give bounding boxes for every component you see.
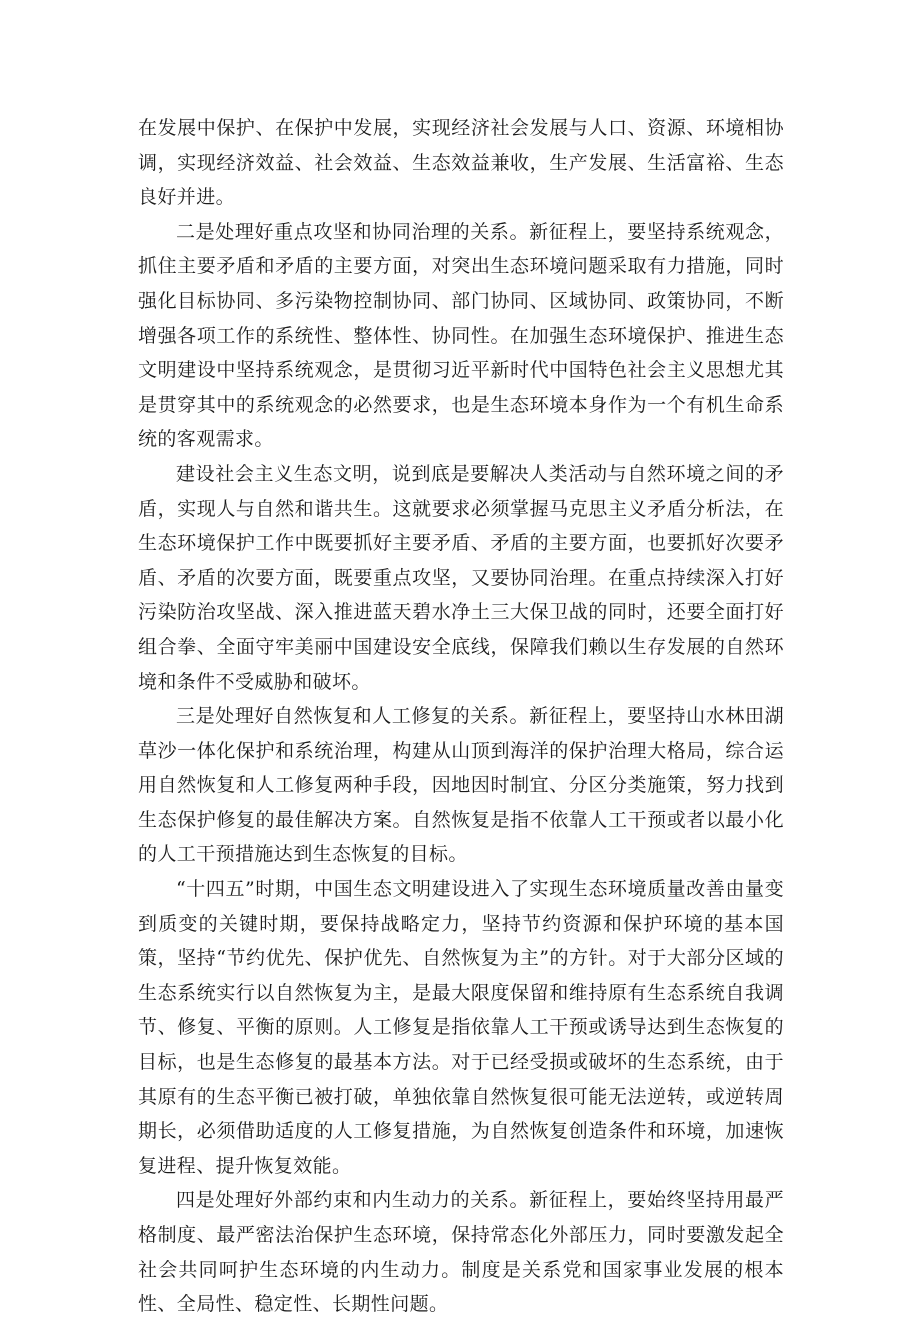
document-body — [138, 111, 784, 1322]
paragraph-point-two: 二是处理好重点攻坚和协同治理的关系。新征程上，要坚持系统观念，抓住主要矛盾和矛盾的主要方面，对突出生态环境问题采取有力措施，同时强化目标协同、多污染物控制协同、部门协同、区域协同、政策协同，不断增强各项工作的系统性、整体性、协同性。在加强生态环境保护、推进生态文明建设中坚持系统观念，是贯彻习近平新时代中国特色社会主义思想尤其是贯穿其中的系统观念的必然要求，也是生态环境本身作为一个有机生命系统的客观需求。 — [138, 220, 784, 451]
paragraph-continuation: 在发展中保护、在保护中发展，实现经济社会发展与人口、资源、环境相协调，实现经济效益、社会效益、生态效益兼收，生产发展、生活富裕、生态良好并进。 — [138, 117, 784, 209]
paragraph-point-three: 三是处理好自然恢复和人工修复的关系。新征程上，要坚持山水林田湖草沙一体化保护和系统治理，构建从山顶到海洋的保护治理大格局，综合运用自然恢复和人工修复两种手段，因地因时制宜、分区分类施策，努力找到生态保护修复的最佳解决方案。自然恢复是指不依靠人工干预或者以最小化的人工干预措施达到生态恢复的目标。 — [138, 705, 784, 866]
paragraph-fourteenth-five-year: “十四五”时期，中国生态文明建设进入了实现生态环境质量改善由量变到质变的关键时期，要保持战略定力，坚持节约资源和保护环境的基本国策，坚持“节约优先、保护优先、自然恢复为主”的方针。对于大部分区域的生态系统实行以自然恢复为主，是最大限度保留和维持原有生态系统自我调节、修复、平衡的原则。人工修复是指依靠人工干预或诱导达到生态恢复的目标，也是生态修复的最基本方法。对于已经受损或破坏的生态系统，由于其原有的生态平衡已被打破，单独依靠自然恢复很可能无法逆转，或逆转周期长，必须借助适度的人工修复措施，为自然恢复创造条件和环境，加速恢复进程、提升恢复效能。 — [138, 878, 784, 1177]
paragraph-ecological-civilization: 建设社会主义生态文明，说到底是要解决人类活动与自然环境之间的矛盾，实现人与自然和谐共生。这就要求必须掌握马克思主义矛盾分析法，在生态环境保护工作中既要抓好主要矛盾、矛盾的主要方面，也要抓好次要矛盾、矛盾的次要方面，既要重点攻坚，又要协同治理。在重点持续深入打好污染防治攻坚战、深入推进蓝天碧水净土三大保卫战的同时，还要全面打好组合拳、全面守牢美丽中国建设安全底线，保障我们赖以生存发展的自然环境和条件不受威胁和破坏。 — [138, 462, 784, 693]
paragraph-point-four: 四是处理好外部约束和内生动力的关系。新征程上，要始终坚持用最严格制度、最严密法治保护生态环境，保持常态化外部压力，同时要激发起全社会共同呵护生态环境的内生动力。制度是关系党和国家事业发展的根本性、全局性、稳定性、长期性问题。 — [138, 1189, 784, 1316]
